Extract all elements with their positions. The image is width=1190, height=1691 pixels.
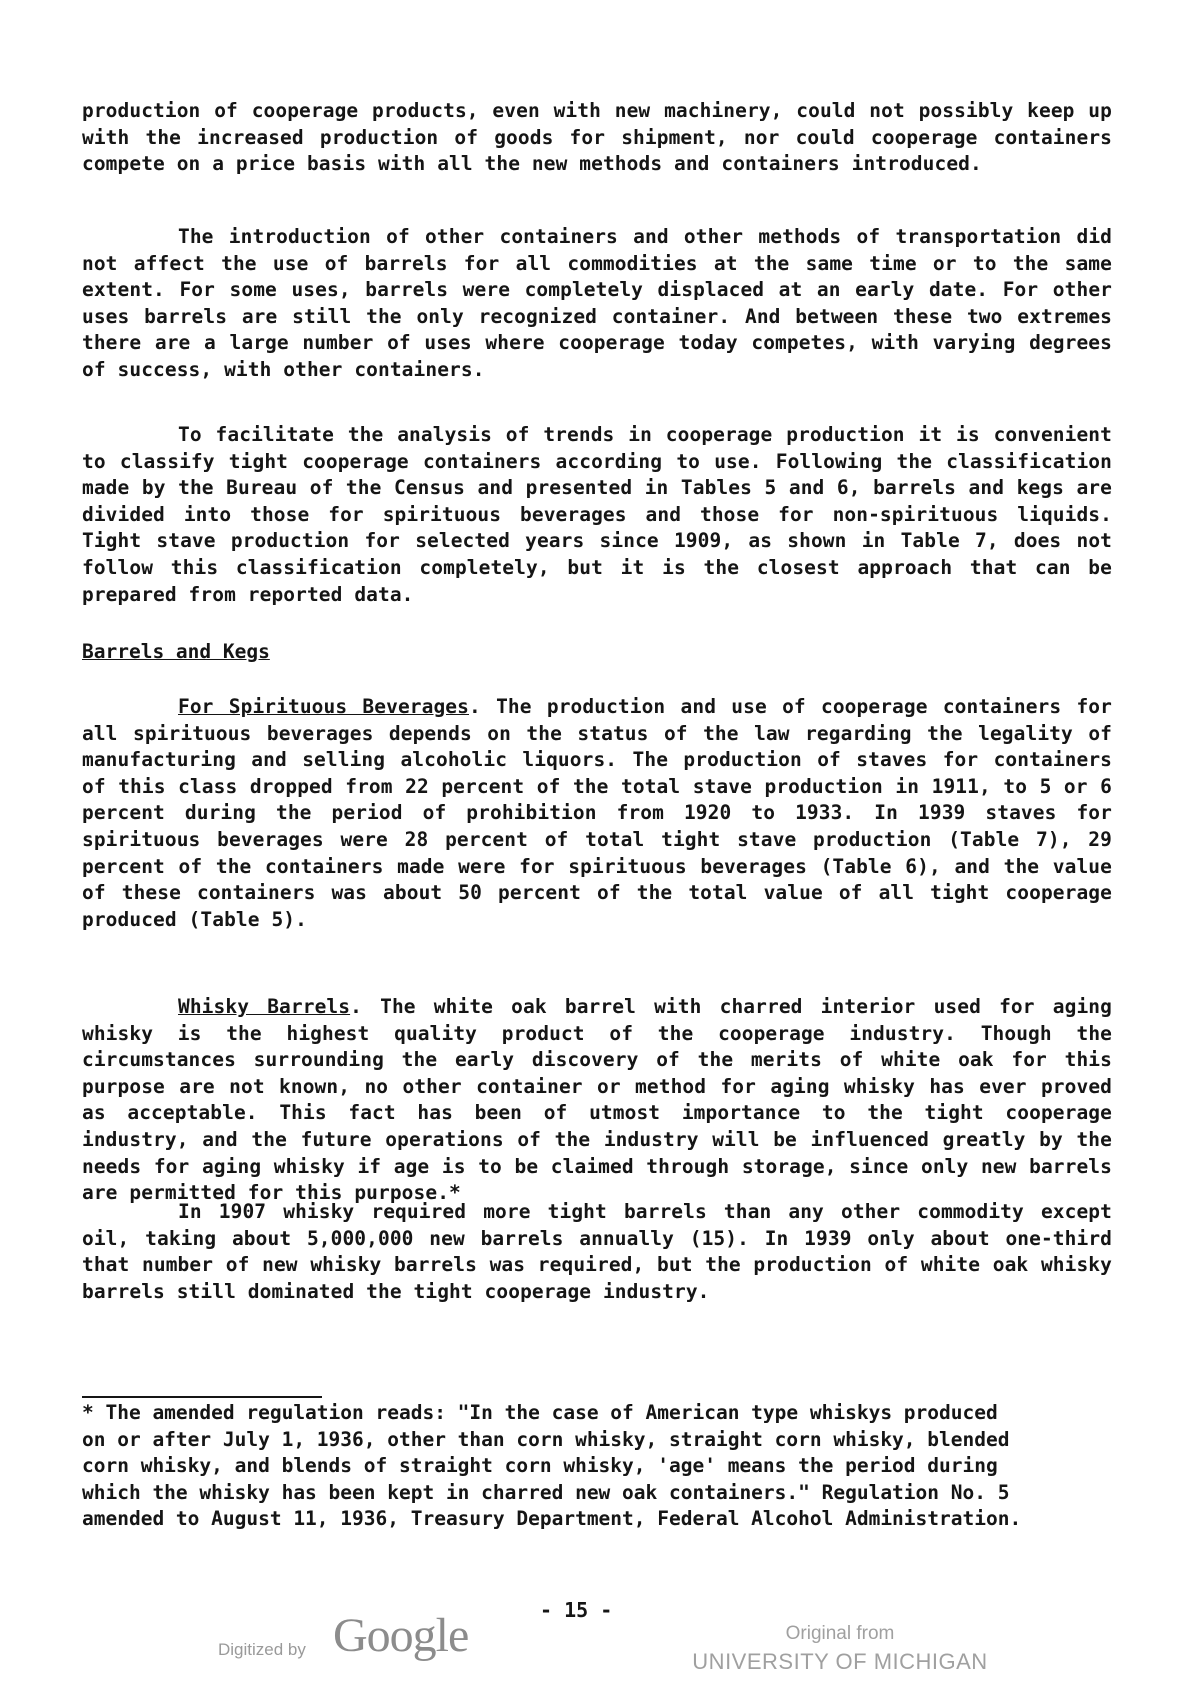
spirituous-body: . The production and use of cooperage containers for all spirituous beverages depends on the status of the law regarding the legality of manufacturing and selling alcoholic liquors. The production of staves for containers of this class dropped from 22 percent of the total stave production in 1911, to 5 or 6 percent during the period of prohibition from 1920 to 1933. In 1939 staves for spirituous beverages were 28 percent of total tight stave production (Table 7), 29 percent of the containers made were for spirituous beverages (Table 6), and the value of these containers was about 50 percent of the total value of all tight cooperage produced (Table 5). — [82, 695, 1112, 931]
paragraph-spirituous-beverages — [82, 694, 1112, 933]
page-number: - 15 - — [540, 1598, 613, 1622]
digitized-by-label: Digitized by — [218, 1640, 306, 1659]
footnote-divider — [82, 1396, 322, 1398]
paragraph-whisky-barrels — [82, 994, 1112, 1207]
google-logo: Google — [333, 1609, 469, 1662]
subheading-whisky-barrels: Whisky Barrels — [178, 995, 351, 1018]
subheading-spirituous-beverages: For Spirituous Beverages — [178, 695, 469, 718]
university-label: UNIVERSITY OF MICHIGAN — [692, 1649, 988, 1674]
paragraph-classification: To facilitate the analysis of trends in cooperage production it is convenient to classify tight cooperage containers according to use. Following the classification made by the Bureau of the Census and presented in Tables 5 and 6, barrels and kegs are divided into those for spirituous beverages and those for non-spirituous liquids. Tight stave production for selected years since 1909, as shown in Table 7, does not follow this classification completely, but it is the closest approach that can be prepared from reported data. — [82, 423, 1112, 606]
section-heading-barrels-kegs: Barrels and Kegs — [82, 640, 270, 663]
paragraph-intro: production of cooperage products, even with new machinery, could not possibly keep up with the increased production of goods for shipment, nor could cooperage containers compete on a price basis with all the new methods and containers introduced. — [82, 99, 1112, 176]
original-source-watermark — [690, 1620, 990, 1676]
paragraph-1907-whisky: In 1907 whisky required more tight barrels than any other commodity except oil, taking about 5,000,000 new barrels annually (15). In 1939 only about one-third that number of new whisky barrels was required, but the production of white oak whisky barrels still dominated the tight cooperage industry. — [82, 1200, 1112, 1303]
footnote: * The amended regulation reads: "In the case of American type whiskys produced on or after July 1, 1936, other than corn whisky, straight corn whisky, blended corn whisky, and blends of straight corn whisky, 'age' means the period during which the whisky has been kept in charred new oak containers." Regulation No. 5 amended to August 11, 1936, Treasury Department, Federal Alcohol Administration. — [82, 1401, 1022, 1531]
paragraph-containers: The introduction of other containers and other methods of transportation did not affect the use of barrels for all commodities at the same time or to the same extent. For some uses, barrels were completely displaced at an early date. For other uses barrels are still the only recognized container. And between these two extremes there are a large number of uses where cooperage today competes, with varying degrees of success, with other containers. — [82, 225, 1112, 381]
whisky-body: . The white oak barrel with charred interior used for aging whisky is the highest quality product of the cooperage industry. Though the circumstances surrounding the early discovery of the merits of white oak for this purpose are not known, no other container or method for aging whisky has ever proved as acceptable. This fact has been of utmost importance to the tight cooperage industry, and the future operations of the industry will be influenced greatly by the needs for aging whisky if age is to be claimed through storage, since only new barrels are permitted for this purpose.* — [82, 995, 1112, 1205]
original-from-label: Original from — [785, 1623, 895, 1644]
